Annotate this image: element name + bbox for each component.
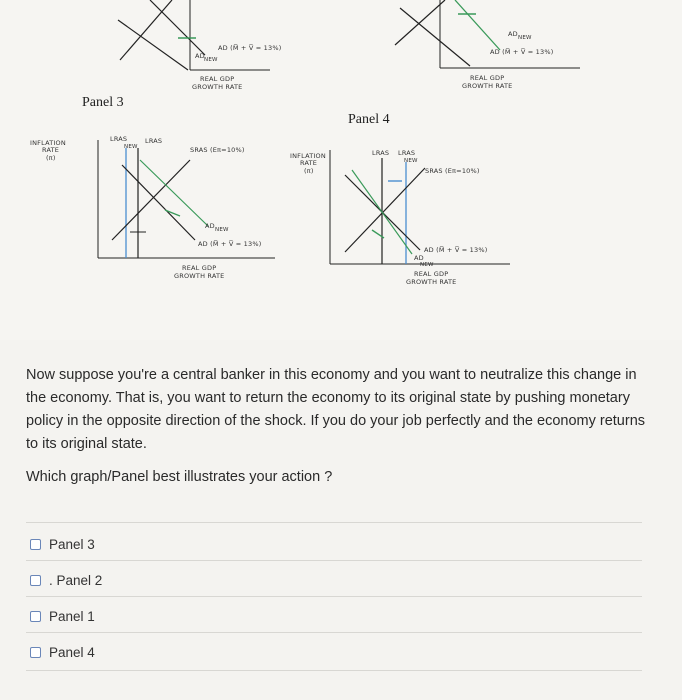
svg-text:LRAS: LRAS (145, 137, 163, 145)
svg-text:RATE: RATE (300, 159, 318, 167)
svg-text:NEW: NEW (124, 144, 138, 150)
svg-text:(π): (π) (304, 167, 314, 175)
panel-3-title: Panel 3 (82, 95, 124, 110)
svg-text:REAL GDP: REAL GDP (182, 264, 217, 272)
svg-text:AD (M̅ + V̅ = 13%): AD (M̅ + V̅ = 13%) (218, 44, 282, 52)
svg-text:INFLATION: INFLATION (30, 139, 66, 147)
divider (26, 632, 642, 633)
svg-text:AD (M̅ + V̅ = 13%): AD (M̅ + V̅ = 13%) (424, 246, 488, 254)
svg-text:SRAS (Eπ=10%): SRAS (Eπ=10%) (425, 167, 480, 175)
option-panel-4[interactable] (30, 641, 95, 663)
svg-text:INFLATION: INFLATION (290, 152, 326, 160)
svg-text:AD (M̅ + V̅ = 13%): AD (M̅ + V̅ = 13%) (198, 240, 262, 248)
checkbox[interactable] (30, 647, 41, 658)
svg-text:REAL GDP: REAL GDP (200, 75, 235, 83)
divider (26, 560, 642, 561)
option-label: . Panel 2 (49, 572, 103, 588)
panel-4-title: Panel 4 (348, 112, 390, 127)
divider (26, 670, 642, 671)
panel-4-graph (0, 0, 682, 340)
checkbox[interactable] (30, 611, 41, 622)
svg-text:NEW: NEW (404, 158, 418, 164)
option-label: Panel 3 (49, 536, 95, 552)
svg-text:REAL GDP: REAL GDP (470, 74, 505, 82)
figure-area (0, 0, 682, 340)
option-panel-3[interactable] (30, 533, 95, 555)
svg-text:NEW: NEW (204, 57, 218, 63)
svg-text:RATE: RATE (42, 146, 60, 154)
divider (26, 522, 642, 523)
svg-text:REAL GDP: REAL GDP (414, 270, 449, 278)
svg-text:AD (M̅ + V̅ = 13%): AD (M̅ + V̅ = 13%) (490, 48, 554, 56)
checkbox[interactable] (30, 575, 41, 586)
svg-text:GROWTH RATE: GROWTH RATE (192, 83, 243, 91)
svg-text:NEW: NEW (518, 35, 532, 41)
svg-text:AD: AD (205, 222, 215, 230)
option-panel-2[interactable] (30, 569, 102, 591)
option-panel-1[interactable] (30, 605, 95, 627)
svg-text:GROWTH RATE: GROWTH RATE (174, 272, 225, 280)
svg-text:LRAS: LRAS (110, 135, 128, 143)
svg-text:AD: AD (414, 254, 424, 262)
question-text (26, 364, 646, 499)
svg-text:AD: AD (508, 30, 518, 38)
option-label: Panel 4 (49, 644, 95, 660)
svg-text:(π): (π) (46, 154, 56, 162)
svg-text:NEW: NEW (420, 262, 434, 268)
svg-text:LRAS: LRAS (372, 149, 390, 157)
svg-text:NEW: NEW (215, 227, 229, 233)
svg-text:SRAS (Eπ=10%): SRAS (Eπ=10%) (190, 146, 245, 154)
svg-text:GROWTH RATE: GROWTH RATE (406, 278, 457, 286)
option-label: Panel 1 (49, 608, 95, 624)
question-paragraph: Now suppose you're a central banker in this economy and you want to neutralize this change in the economy. That is, you want to return the economy to its original state by pushing monetary policy in the opposite direction of the shock. If you do your job perfectly and the economy returns to its original state. (26, 367, 646, 452)
divider (26, 596, 642, 597)
svg-text:AD: AD (195, 52, 205, 60)
checkbox[interactable] (30, 539, 41, 550)
question-prompt: Which graph/Panel best illustrates your action ? (26, 469, 333, 485)
svg-text:GROWTH RATE: GROWTH RATE (462, 82, 513, 90)
svg-text:LRAS: LRAS (398, 149, 416, 157)
